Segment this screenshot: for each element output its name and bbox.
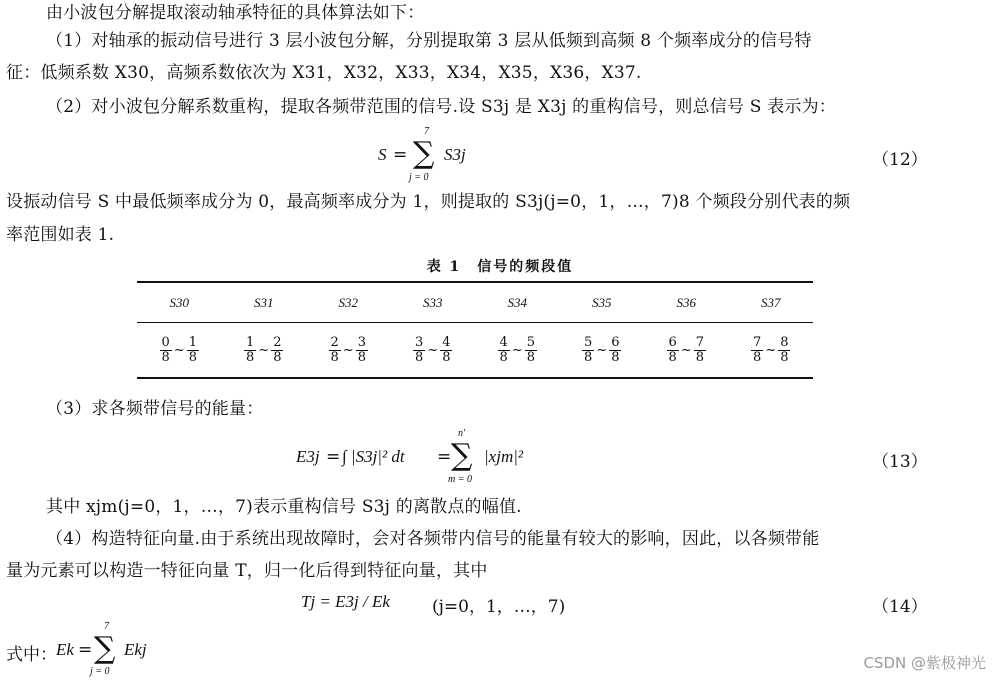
table-cell: $\frac{6}{8}$ ~ $\frac{7}{8}$	[644, 323, 729, 379]
eq12-equals: =	[393, 145, 408, 165]
table-header-cell: S32	[306, 282, 391, 323]
paragraph-freq-range-line2: 率范围如表 1.	[6, 225, 115, 245]
table-header-cell: S33	[391, 282, 476, 323]
watermark: CSDN @紫极神光	[863, 654, 986, 672]
intro-paragraph: 由小波包分解提取滚动轴承特征的具体算法如下：	[46, 3, 425, 23]
table-cell: $\frac{2}{8}$ ~ $\frac{3}{8}$	[306, 323, 391, 379]
eq13-sum-upper: n'	[458, 428, 466, 439]
eq15-term: Ekj	[124, 640, 147, 659]
eq13-equals: =	[326, 447, 341, 467]
eq13-equals-2: =	[437, 447, 452, 467]
eq12-number: （12）	[872, 150, 928, 170]
eq14-condition: (j=0，1，…，7)	[432, 597, 566, 617]
step1-line1: （1）对轴承的振动信号进行 3 层小波包分解，分别提取第 3 层从低频到高频 8 个频率成分的信号特	[46, 31, 812, 51]
table-header-cell: S37	[729, 282, 814, 323]
eq12-sum-lower: j = 0	[409, 172, 429, 183]
table-header-cell: S34	[475, 282, 560, 323]
table-cell: $\frac{7}{8}$ ~ $\frac{8}{8}$	[729, 323, 814, 379]
eq12-sum-upper: 7	[424, 126, 429, 137]
table-cell: $\frac{5}{8}$ ~ $\frac{6}{8}$	[560, 323, 645, 379]
table-caption: 表 1 信号的频段值	[426, 259, 574, 275]
eq13-number: （13）	[872, 452, 928, 472]
table-header-row	[137, 282, 813, 323]
eq13-term: |xjm|²	[484, 447, 523, 466]
eq14-number: （14）	[872, 597, 928, 617]
step1-line2: 征：低频系数 X30，高频系数依次为 X31，X32，X33，X34，X35，X36，X37.	[6, 63, 642, 83]
frequency-band-table	[137, 281, 813, 379]
eq13-integral: ∫ |S3j|² dt	[342, 447, 405, 466]
eq15-prefix: 式中：	[6, 645, 57, 665]
step4-line2: 量为元素可以构造一特征向量 T，归一化后得到特征向量，其中	[6, 561, 488, 581]
eq15-sum-sign: ∑	[94, 631, 116, 666]
eq14-expr: Tj = E3j / Ek	[301, 592, 390, 611]
eq15-sum-lower: j = 0	[90, 666, 110, 677]
table-row	[137, 323, 813, 379]
table-cell: $\frac{3}{8}$ ~ $\frac{4}{8}$	[391, 323, 476, 379]
table-cell: $\frac{4}{8}$ ~ $\frac{5}{8}$	[475, 323, 560, 379]
eq12-sum-sign: ∑	[413, 136, 435, 171]
paragraph-after-eq13: 其中 xjm(j=0，1，…，7)表示重构信号 S3j 的离散点的幅值.	[46, 497, 522, 517]
eq15-equals: =	[78, 640, 93, 660]
step2-paragraph: （2）对小波包分解系数重构，提取各频带范围的信号.设 S3j 是 X3j 的重构信号，则总信号 S 表示为：	[46, 97, 837, 117]
step4-line1: （4）构造特征向量.由于系统出现故障时，会对各频带内信号的能量有较大的影响，因此，以各频带能	[46, 529, 820, 549]
eq13-sum-sign: ∑	[451, 438, 473, 473]
table-cell: $\frac{0}{8}$ ~ $\frac{1}{8}$	[137, 323, 222, 379]
paragraph-freq-range-line1: 设振动信号 S 中最低频率成分为 0，最高频率成分为 1，则提取的 S3j(j=0，1，…，7)8 个频段分别代表的频	[6, 192, 851, 212]
eq13-lhs: E3j	[296, 447, 320, 466]
table-header-cell: S30	[137, 282, 222, 323]
table-header-cell: S31	[222, 282, 307, 323]
eq13-sum-lower: m = 0	[448, 474, 472, 485]
table-header-cell: S35	[560, 282, 645, 323]
eq15-lhs: Ek	[56, 640, 74, 659]
table-cell: $\frac{1}{8}$ ~ $\frac{2}{8}$	[222, 323, 307, 379]
eq12-body: S3j	[444, 145, 466, 164]
table-header-cell: S36	[644, 282, 729, 323]
step3-paragraph: （3）求各频带信号的能量：	[46, 399, 264, 419]
eq12-lhs: S	[378, 145, 387, 164]
eq15-sum-upper: 7	[104, 621, 109, 632]
